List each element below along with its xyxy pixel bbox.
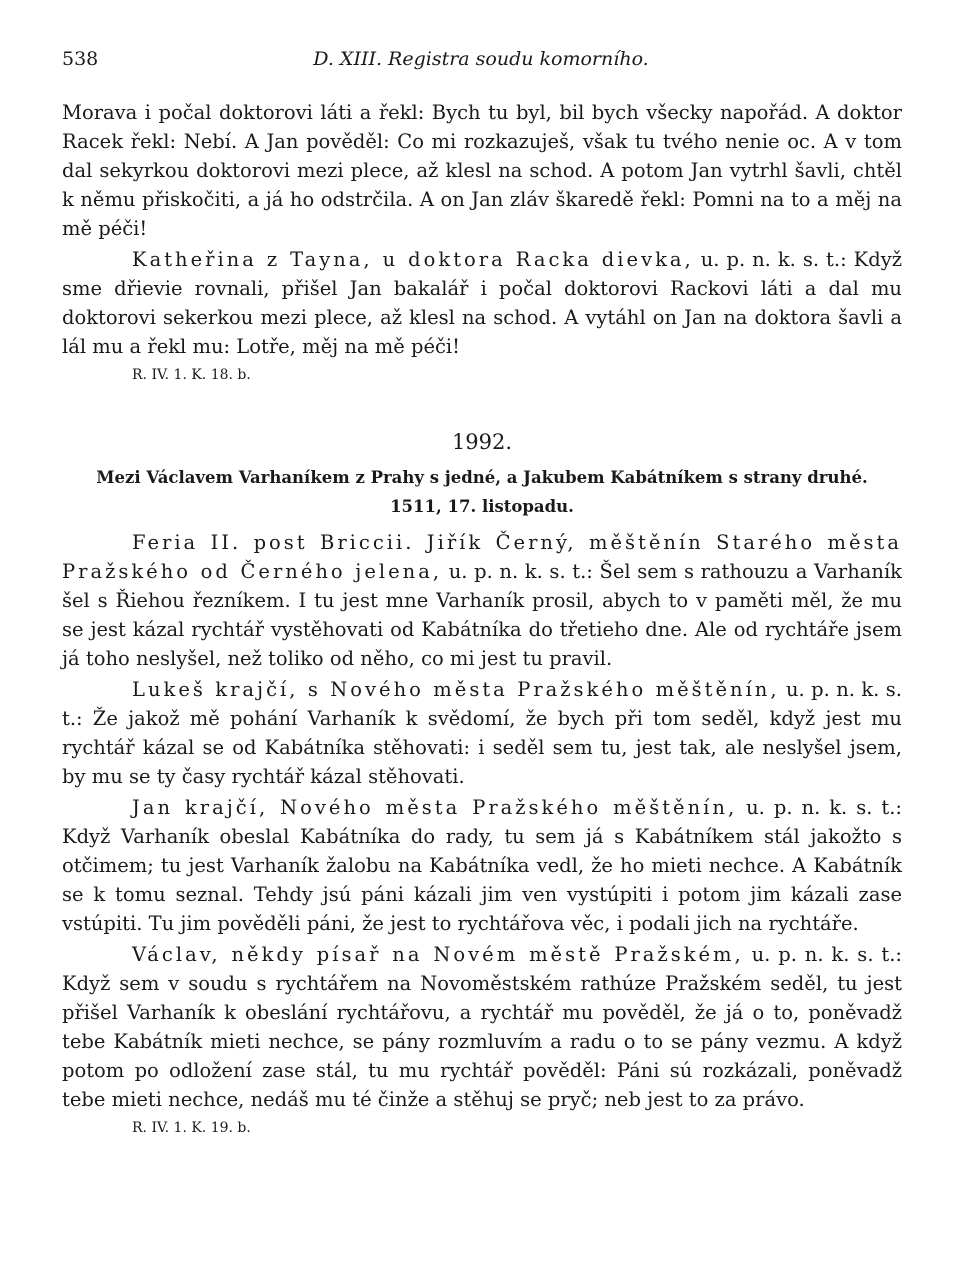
paragraph-testimony-lukes [62, 675, 902, 791]
speaker-name: Lukeš krajčí, s Nového města Pražského měštěnín, [132, 678, 780, 701]
speaker-name: Václav, někdy písař na Novém městě Pražském, [132, 943, 744, 966]
speaker-name: Katheřina z Tayna, u doktora Racka dievka, [132, 248, 694, 271]
oath-abbreviation: u. p. n. k. s. t.: [442, 560, 593, 583]
entry-heading [62, 428, 902, 521]
section-previous-entry [62, 98, 902, 385]
archive-reference: R. IV. 1. K. 19. b. [132, 1120, 251, 1136]
testimony-text: Že jakož mě pohání Varhaník k svědomí, že bych při tom seděl, když jest mu rychtář kázal se od Kabátníka stěhovati: i seděl sem tu, jest tak, ale neslyšel jsem, by mu se ty časy rychtář kázal stěhovati. [62, 707, 902, 788]
oath-abbreviation: u. p. n. k. s. t.: [737, 796, 902, 819]
oath-abbreviation: u. p. n. k. s. t.: [743, 943, 902, 966]
speaker-name: Feria II. post Briccii. Jiřík Černý, měštěnín Starého města Pražského od Černého jelena, [62, 531, 902, 583]
paragraph-testimony-vaclav [62, 940, 902, 1114]
testimony-text: Šel sem s rathouzu a Varhaník šel s Řiehou řezníkem. I tu jest mne Varhaník prosil, abych to v paměti měl, že mu se jest kázal rychtář vystěhovati od Kabátníka do třetieho dne. Ale od rychtáře jsem já toho neslyšel, než toliko od něho, co mi jest tu pravil. [62, 560, 903, 670]
speaker-name: Jan krajčí, Nového města Pražského měštěnín, [132, 796, 738, 819]
paragraph-testimony-jirik [62, 528, 902, 673]
testimony-text: Když sme dřievie rovnali, přišel Jan bakalář i počal doktorovi Rackovi láti a dal mu doktorovi sekerkou mezi plece, až klesl na schod. A vytáhl on Jan na doktora šavli a lál mu a řekl mu: Lotře, měj na mě péči! [62, 248, 902, 358]
section-entry-1992 [62, 528, 902, 1138]
entry-title: Mezi Václavem Varhaníkem z Prahy s jedné, a Jakubem Kabátníkem s strany druhé. [96, 468, 868, 487]
paragraph-testimony-continued: Morava i počal doktorovi láti a řekl: Bych tu byl, bil bych všecky napořád. A doktor Racek řekl: Nebí. A Jan pověděl: Co mi rozkazuješ, však tu tvého nenie oc. A v tom dal sekyrkou doktorovi mezi plece, až klesl na schod. A potom Jan vytrhl šavli, chtěl k němu přiskočiti, a já ho odstrčila. A on Jan zláv škaredě řekl: Pomni na to a měj na mě péči! [62, 101, 902, 240]
oath-abbreviation: u. p. n. k. s. t.: [62, 678, 902, 730]
paragraph-testimony-katherina [62, 245, 902, 361]
oath-abbreviation: u. p. n. k. s. t.: [693, 248, 847, 271]
paragraph-testimony-jan [62, 793, 902, 938]
running-head: D. XIII. Registra soudu komorního. [313, 48, 649, 70]
archive-reference: R. IV. 1. K. 18. b. [132, 367, 251, 383]
page-number: 538 [62, 48, 99, 70]
entry-number: 1992. [451, 430, 513, 454]
page-header [62, 48, 900, 78]
testimony-text: Když sem v soudu s rychtářem na Novoměstském rathúze Pražském seděl, tu jest přišel Varhaník k obeslání rychtářovu, a rychtář mu pověděl, že já o to, poněvadž tebe Kabátník mieti nechce, se pány rozmluvím a radu o to se pány vezmu. A když potom po odložení zase stál, tu mu rychtář pověděl: Páni sú rozkázali, poněvadž tebe mieti nechce, nedáš mu té činže a stěhuj se pryč; neb jest to za právo. [62, 972, 902, 1111]
entry-date: 1511, 17. listopadu. [390, 497, 574, 516]
testimony-text: Když Varhaník obeslal Kabátníka do rady, tu sem já s Kabátníkem stál jakožto s otčimem; tu jest Varhaník žalobu na Kabátníka vedl, že ho mieti nechce. A Kabátník se k tomu seznal. Tehdy jsú páni kázali jim ven vystúpiti i potom jim kázali zase vstúpiti. Tu jim pověděli páni, že jest to rychtářova věc, i podali jich na rychtáře. [62, 825, 902, 935]
